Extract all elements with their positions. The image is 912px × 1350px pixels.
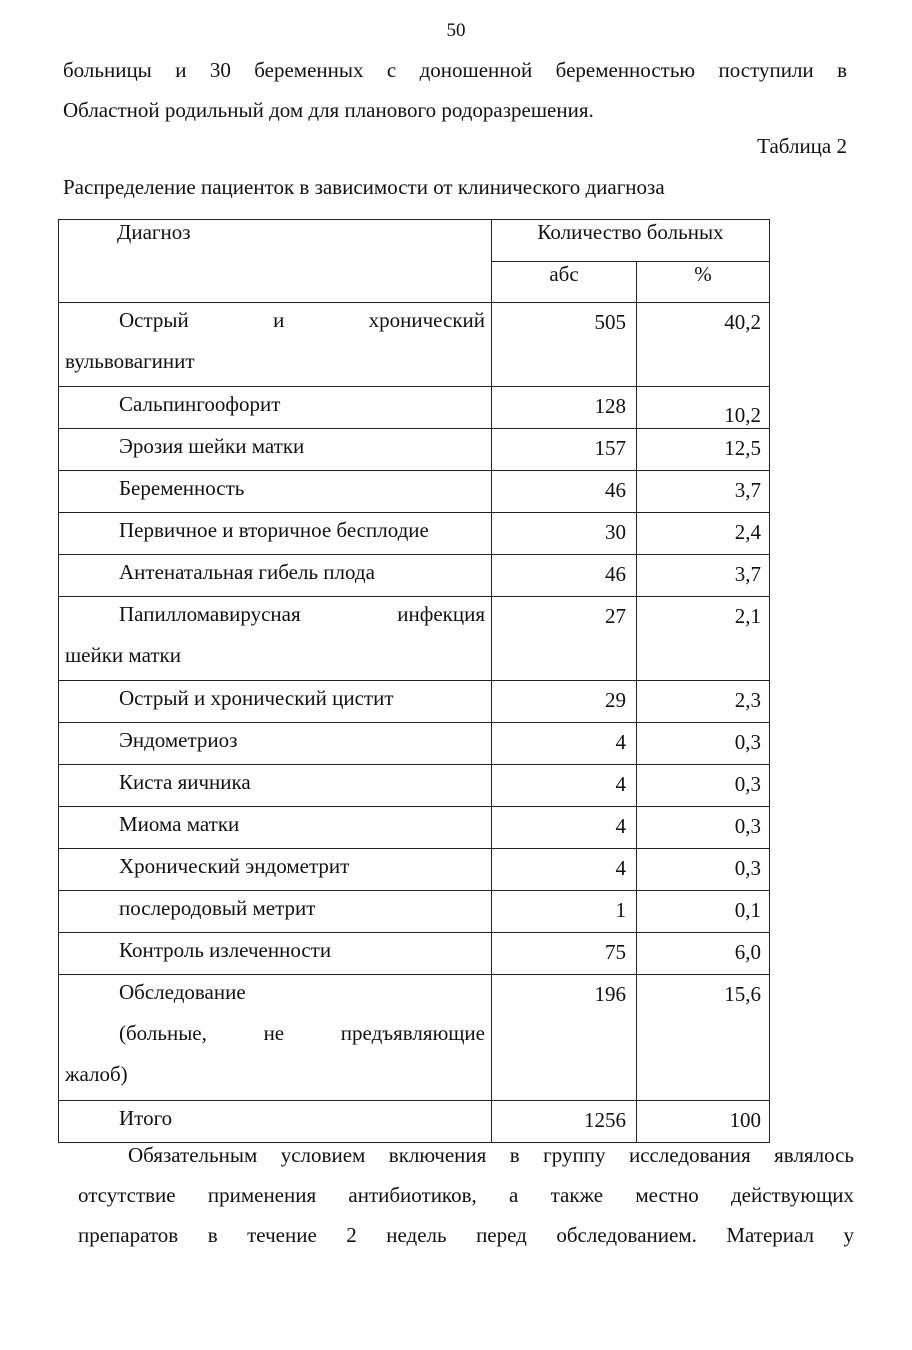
- diagnosis-name: Острый и хронический цистит: [119, 686, 394, 710]
- diagnosis-cell: [59, 681, 492, 723]
- abs-cell: 1256: [492, 1101, 637, 1143]
- table-row: [59, 429, 770, 471]
- diagnosis-cell: [59, 429, 492, 471]
- header-diagnosis: Диагноз: [59, 220, 492, 303]
- diagnosis-table: [58, 219, 770, 1143]
- diagnosis-name-continued: жалоб): [65, 1062, 128, 1086]
- diagnosis-name-continued: шейки матки: [65, 643, 181, 667]
- table-row: [59, 555, 770, 597]
- table-row: [59, 807, 770, 849]
- table-label: Таблица 2: [757, 134, 847, 158]
- outro-paragraph: [78, 1135, 854, 1255]
- percent-cell: 3,7: [637, 555, 770, 597]
- intro-line: больницы и 30 беременных с доношенной беременностью поступили в: [63, 58, 847, 82]
- abs-cell: 75: [492, 933, 637, 975]
- abs-cell: 46: [492, 471, 637, 513]
- percent-cell: 0,3: [637, 765, 770, 807]
- abs-cell: 30: [492, 513, 637, 555]
- diagnosis-name: Папилломавирусная инфекция: [119, 602, 485, 626]
- table-row: [59, 387, 770, 429]
- percent-cell: 2,3: [637, 681, 770, 723]
- diagnosis-cell: [59, 933, 492, 975]
- percent-cell: 40,2: [637, 303, 770, 387]
- diagnosis-cell: [59, 849, 492, 891]
- diagnosis-name-continued: вульвовагинит: [65, 349, 195, 373]
- page-number: 50: [446, 20, 466, 41]
- total-label: Итого: [119, 1106, 173, 1130]
- table-row: [59, 303, 770, 387]
- diagnosis-name: Хронический эндометрит: [119, 854, 350, 878]
- diagnosis-name: Эндометриоз: [119, 728, 238, 752]
- percent-cell: 0,3: [637, 807, 770, 849]
- percent-cell: 3,7: [637, 471, 770, 513]
- abs-cell: 29: [492, 681, 637, 723]
- percent-cell: 6,0: [637, 933, 770, 975]
- outro-line: Обязательным условием включения в группу исследования являлось: [128, 1143, 854, 1167]
- percent-cell: 0,3: [637, 723, 770, 765]
- abs-cell: 157: [492, 429, 637, 471]
- header-patient-count: Количество больных: [492, 220, 770, 262]
- diagnosis-name: Контроль излеченности: [119, 938, 332, 962]
- diagnosis-cell: [59, 555, 492, 597]
- diagnosis-name: Острый и хронический: [119, 308, 485, 332]
- percent-cell: 12,5: [637, 429, 770, 471]
- table-row: [59, 975, 770, 1101]
- abs-cell: 4: [492, 765, 637, 807]
- percent-cell: 100: [637, 1101, 770, 1143]
- diagnosis-cell: [59, 765, 492, 807]
- diagnosis-name: Обследование: [119, 980, 246, 1004]
- table-row: [59, 723, 770, 765]
- table-row: [59, 765, 770, 807]
- header-abs: абс: [492, 261, 637, 303]
- diagnosis-name: Киста яичника: [119, 770, 251, 794]
- table-row: [59, 513, 770, 555]
- abs-cell: 1: [492, 891, 637, 933]
- diagnosis-name-continued: (больные, не предъявляющие: [119, 1021, 485, 1045]
- percent-cell: 2,1: [637, 597, 770, 681]
- diagnosis-cell: [59, 807, 492, 849]
- abs-cell: 4: [492, 807, 637, 849]
- abs-cell: 196: [492, 975, 637, 1101]
- diagnosis-cell: [59, 471, 492, 513]
- diagnosis-name: Первичное и вторичное бесплодие: [119, 518, 429, 542]
- diagnosis-cell: [59, 303, 492, 387]
- intro-paragraph: [63, 50, 847, 130]
- outro-line: отсутствие применения антибиотиков, а также местно действующих: [78, 1183, 854, 1207]
- percent-cell: 0,1: [637, 891, 770, 933]
- diagnosis-cell: [59, 513, 492, 555]
- abs-cell: 4: [492, 723, 637, 765]
- abs-cell: 27: [492, 597, 637, 681]
- intro-line: Областной родильный дом для планового родоразрешения.: [63, 98, 594, 122]
- header-percent: %: [637, 261, 770, 303]
- table-row: [59, 597, 770, 681]
- abs-cell: 4: [492, 849, 637, 891]
- diagnosis-cell: [59, 387, 492, 429]
- diagnosis-name: послеродовый метрит: [119, 896, 316, 920]
- diagnosis-cell: [59, 723, 492, 765]
- table-caption: Распределение пациенток в зависимости от клинического диагноза: [63, 175, 665, 199]
- diagnosis-cell: [59, 891, 492, 933]
- table-row: [59, 471, 770, 513]
- outro-line: препаратов в течение 2 недель перед обследованием. Материал у: [78, 1223, 854, 1247]
- diagnosis-name: Эрозия шейки матки: [119, 434, 305, 458]
- abs-cell: 128: [492, 387, 637, 429]
- percent-cell: 15,6: [637, 975, 770, 1101]
- table-row: [59, 681, 770, 723]
- diagnosis-cell: [59, 597, 492, 681]
- diagnosis-name: Миома матки: [119, 812, 240, 836]
- diagnosis-name: Антенатальная гибель плода: [119, 560, 375, 584]
- percent-cell: 10,2: [637, 387, 770, 429]
- abs-cell: 505: [492, 303, 637, 387]
- diagnosis-name: Сальпингоофорит: [119, 392, 281, 416]
- diagnosis-cell: [59, 975, 492, 1101]
- diagnosis-name: Беременность: [119, 476, 245, 500]
- abs-cell: 46: [492, 555, 637, 597]
- percent-cell: 0,3: [637, 849, 770, 891]
- percent-cell: 2,4: [637, 513, 770, 555]
- table-row: [59, 849, 770, 891]
- table-row: [59, 933, 770, 975]
- table-row: [59, 891, 770, 933]
